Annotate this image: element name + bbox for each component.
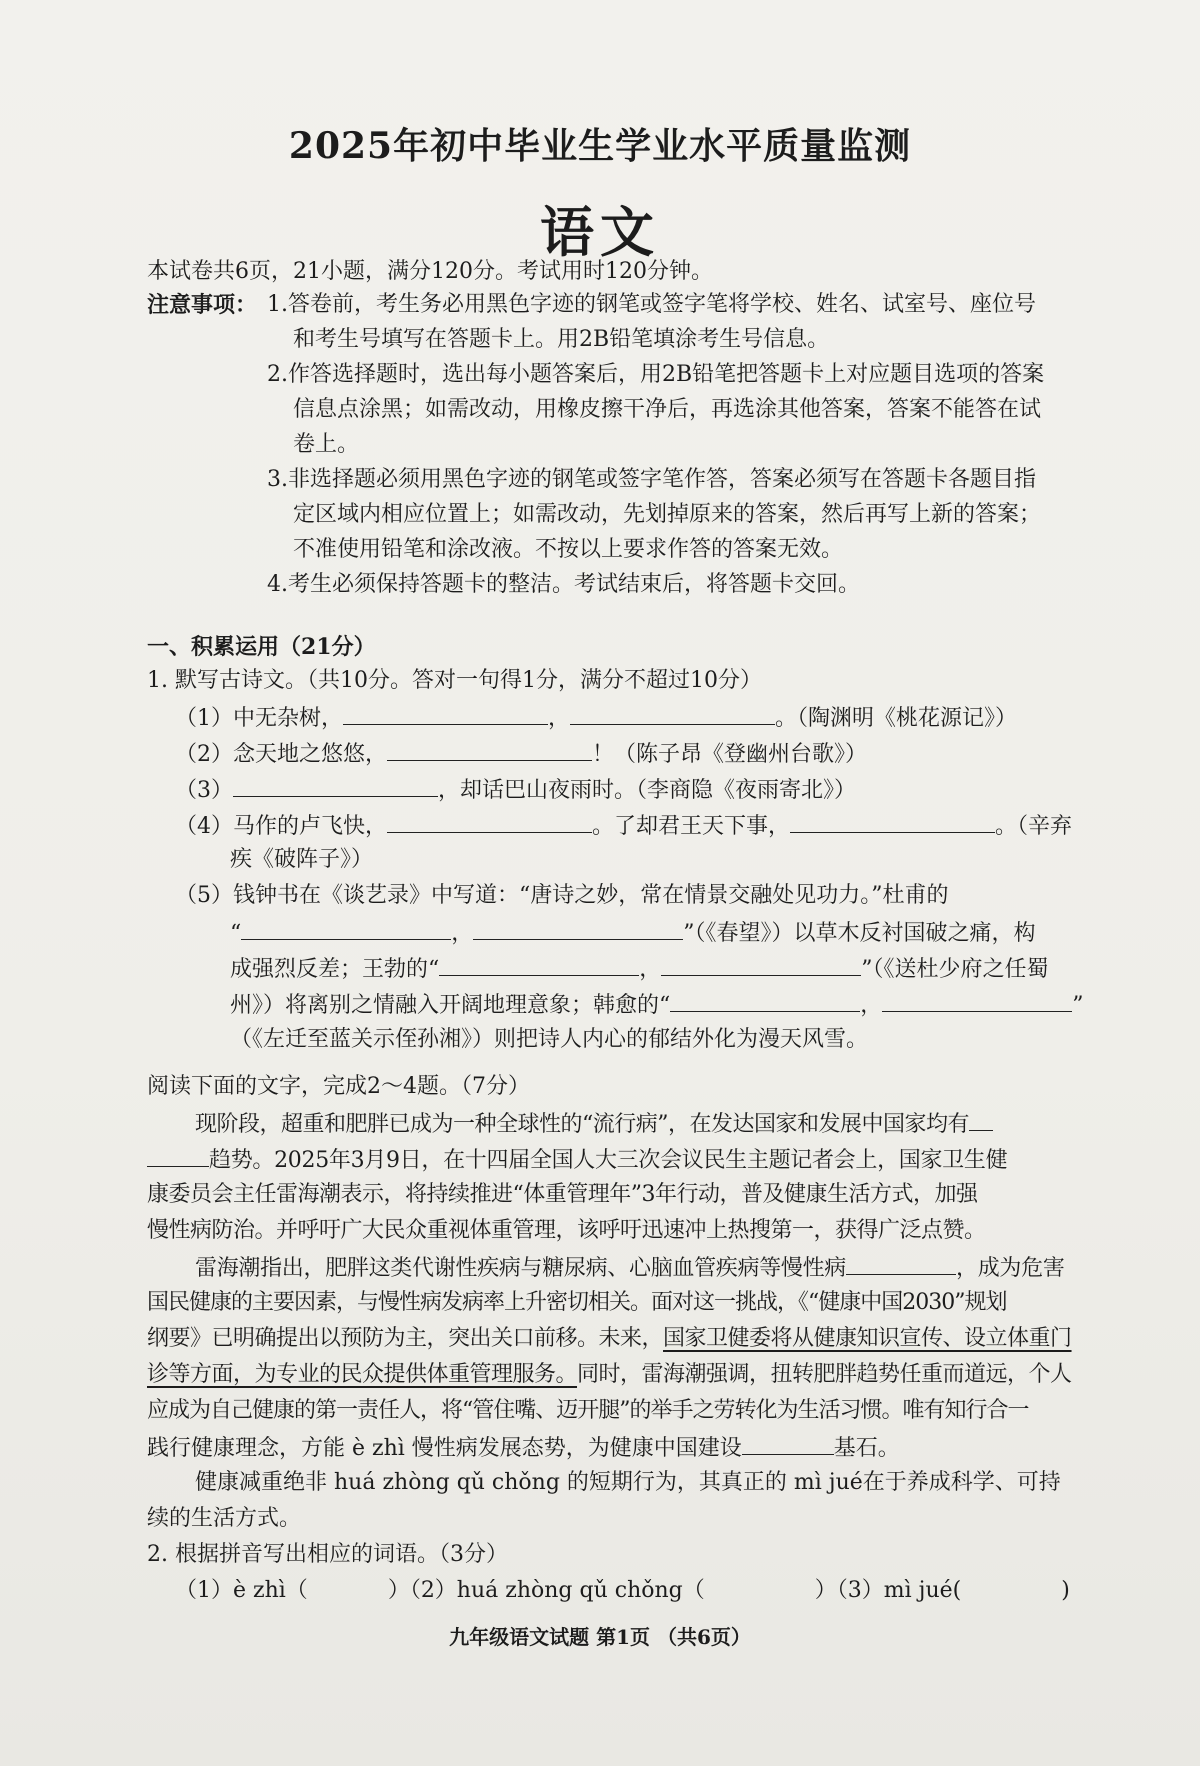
- notice-item-3c: 不准使用铅笔和涂改液。不按以上要求作答的答案无效。: [293, 537, 844, 562]
- q1-item-4: [175, 810, 1072, 842]
- passage-p2-a: [195, 1252, 1065, 1284]
- q1-item-1: [175, 702, 1017, 734]
- passage-p3-a: 健康减重绝非 huá zhòng qǔ chǒng 的短期行为，其真正的 mì jué在于养成科学、可持: [195, 1470, 1061, 1495]
- q1-5-line-e: （《左迁至蓝关示侄孙湘》）则把诗人内心的郁结外化为漫天风雪。: [230, 1027, 869, 1052]
- exam-title: 2025年初中毕业生学业水平质量监测: [288, 125, 912, 167]
- question-2-stem: 2. 根据拼音写出相应的词语。（3分）: [147, 1542, 508, 1567]
- quote-close: ”: [1072, 993, 1084, 1018]
- answer-blank[interactable]: [233, 774, 438, 797]
- notice-item-2c: 卷上。: [293, 432, 360, 457]
- notice-item-1b: 和考生号填写在答题卡上。用2B铅笔填涂考生号信息。: [293, 327, 830, 352]
- underlined-sentence: 诊等方面，为专业的民众提供体重管理服务。: [147, 1362, 578, 1387]
- answer-blank[interactable]: [846, 1252, 956, 1275]
- question-1-stem: 1. 默写古诗文。（共10分。答对一句得1分，满分不超过10分）: [147, 668, 762, 693]
- q1-item-5: （5）钱钟书在《谈艺录》中写道：“唐诗之妙，常在情景交融处见功力。”杜甫的: [175, 883, 949, 908]
- q1-1-sep: ，: [548, 706, 571, 731]
- notice-item-1a: 1.答卷前，考生务必用黑色字迹的钢笔或签字笔将学校、姓名、试室号、座位号: [267, 292, 1036, 317]
- comma: ，: [860, 993, 883, 1018]
- answer-blank[interactable]: [439, 953, 639, 976]
- answer-blank[interactable]: [473, 917, 683, 940]
- passage-p2-e: 应成为自己健康的第一责任人，将“管住嘴、迈开腿”的举手之劳转化为生活习惯。唯有知行合一: [147, 1398, 1029, 1423]
- section-heading: 一、积累运用（21分）: [147, 634, 376, 660]
- comma: ，: [451, 921, 474, 946]
- passage-p1-c: 康委员会主任雷海潮表示，将持续推进“体重管理年”3年行动，普及健康生活方式，加强: [147, 1182, 978, 1207]
- notice-item-3b: 定区域内相应位置上；如需改动，先划掉原来的答案，然后再写上新的答案；: [293, 502, 1042, 527]
- passage-text: 趋势。2025年3月9日，在十四届全国人大三次会议民生主题记者会上，国家卫生健: [209, 1148, 1008, 1173]
- passage-text: 纲要》已明确提出以预防为主，突出关口前移。未来，: [147, 1326, 664, 1351]
- q1-5-line-d: [230, 989, 1084, 1021]
- q1-2-source: ！（陈子昂《登幽州台歌》）: [592, 742, 868, 767]
- answer-blank[interactable]: [387, 810, 592, 833]
- subject-title: 语文: [540, 200, 660, 264]
- answer-blank[interactable]: [742, 1432, 834, 1455]
- answer-blank[interactable]: [661, 953, 861, 976]
- q1-1-source: 。（陶渊明《桃花源记》）: [775, 706, 1018, 731]
- q2-item-2: ）（2）huá zhòng qǔ chǒng（: [387, 1578, 705, 1603]
- q1-2-text: （2）念天地之悠悠，: [175, 742, 387, 767]
- passage-p2-b: 国民健康的主要因素，与慢性病发病率上升密切相关。面对这一挑战，《“健康中国2030”规划: [147, 1290, 1007, 1315]
- passage-p1-b: [147, 1144, 1007, 1176]
- answer-blank[interactable]: [147, 1144, 209, 1167]
- q1-3-num: （3）: [175, 778, 233, 803]
- passage-text: 雷海潮指出，肥胖这类代谢性疾病与糖尿病、心脑血管疾病等慢性病: [195, 1256, 847, 1281]
- q1-4-text2: 。了却君王天下事，: [592, 814, 791, 839]
- answer-blank[interactable]: [241, 917, 451, 940]
- answer-blank[interactable]: [882, 989, 1072, 1012]
- passage-p1-d: 慢性病防治。并呼吁广大民众重视体重管理，该呼吁迅速冲上热搜第一，获得广泛点赞。: [147, 1218, 986, 1243]
- passage-text: 同时，雷海潮强调，扭转肥胖趋势任重而道远，个人: [577, 1362, 1072, 1387]
- comma: ，: [639, 957, 662, 982]
- q1-item-3: [175, 774, 856, 806]
- answer-blank[interactable]: [570, 702, 775, 725]
- answer-blank[interactable]: [969, 1108, 993, 1131]
- q2-item-1: （1）è zhì（: [175, 1578, 308, 1603]
- passage-text: 现阶段，超重和肥胖已成为一种全球性的“流行病”，在发达国家和发展中国家均有: [195, 1112, 969, 1137]
- page-footer: 九年级语文试题 第1页 （共6页）: [449, 1625, 751, 1649]
- q1-5-c-text: 成强烈反差；王勃的“: [230, 957, 440, 982]
- q1-5-line-c: [230, 953, 1049, 985]
- passage-p3-b: 续的生活方式。: [147, 1506, 302, 1531]
- q1-3-text: ，却话巴山夜雨时。（李商隐《夜雨寄北》）: [438, 778, 857, 803]
- notice-item-4: 4.考生必须保持答题卡的整洁。考试结束后，将答题卡交回。: [267, 572, 860, 597]
- notice-item-3a: 3.非选择题必须用黑色字迹的钢笔或签字笔作答，答案必须写在答题卡各题目指: [267, 467, 1036, 492]
- answer-blank[interactable]: [670, 989, 860, 1012]
- passage-text: 践行健康理念，方能 è zhì 慢性病发展态势，为健康中国建设: [147, 1436, 742, 1461]
- q1-4-source-cont: 疾《破阵子》）: [230, 847, 374, 872]
- passage-p1-a: [195, 1108, 993, 1140]
- answer-blank[interactable]: [790, 810, 995, 833]
- passage-p2-d: [147, 1360, 1072, 1390]
- underlined-sentence: 国家卫健委将从健康知识宣传、设立体重门: [663, 1326, 1072, 1351]
- q1-4-text: （4）马作的卢飞快，: [175, 814, 387, 839]
- answer-blank[interactable]: [387, 738, 592, 761]
- reading-intro: 阅读下面的文字，完成2～4题。（7分）: [147, 1074, 530, 1099]
- q1-item-2: [175, 738, 867, 770]
- q2-answers: [175, 1576, 1070, 1606]
- passage-text: ，成为危害: [956, 1256, 1065, 1281]
- passage-text: 基石。: [833, 1436, 900, 1461]
- q2-close: ): [1061, 1578, 1070, 1603]
- notice-item-2b: 信息点涂黑；如需改动，用橡皮擦干净后，再选涂其他答案，答案不能答在试: [293, 397, 1042, 422]
- passage-p2-c: [147, 1324, 1072, 1354]
- q1-1-text: （1）中无杂树，: [175, 706, 343, 731]
- quote-open: “: [230, 921, 242, 946]
- passage-p2-f: [147, 1432, 900, 1464]
- q1-4-source: 。（辛弃: [995, 814, 1073, 839]
- notice-label: 注意事项：: [147, 292, 258, 318]
- notice-item-2a: 2.作答选择题时，选出每小题答案后，用2B铅笔把答题卡上对应题目选项的答案: [267, 362, 1045, 387]
- answer-blank[interactable]: [343, 702, 548, 725]
- q1-5-b-text: ”（《春望》）以草木反衬国破之痛，构: [683, 921, 1036, 946]
- q2-item-3: ）（3）mì jué(: [814, 1578, 962, 1603]
- q1-5-c-source: ”（《送杜少府之任蜀: [861, 957, 1049, 982]
- q1-5-line-b: [230, 917, 1036, 949]
- exam-intro: 本试卷共6页，21小题，满分120分。考试用时120分钟。: [147, 259, 713, 284]
- q1-5-d-text: 州》）将离别之情融入开阔地理意象；韩愈的“: [230, 993, 671, 1018]
